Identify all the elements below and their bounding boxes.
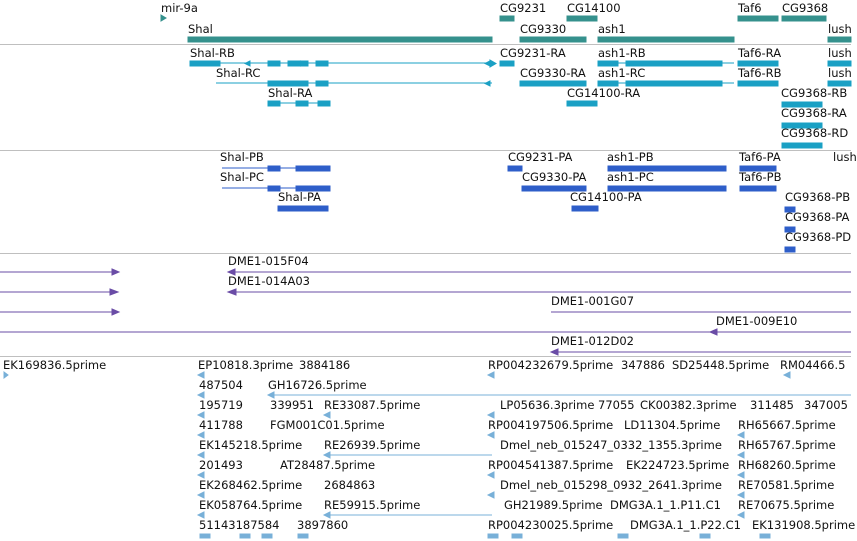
- clone-label[interactable]: DME1-001G07: [551, 294, 635, 308]
- mir-9a-glyph: [161, 15, 166, 21]
- est-label[interactable]: 51143187584: [199, 518, 280, 532]
- est-label[interactable]: RE33087.5prime: [324, 398, 421, 412]
- est-label[interactable]: RH65667.5prime: [738, 418, 836, 432]
- transcript-label[interactable]: Taf6-RA: [738, 46, 782, 60]
- est-label[interactable]: AT28487.5prime: [280, 458, 376, 472]
- cds-label[interactable]: CG9368-PB: [785, 190, 851, 204]
- transcript-label[interactable]: CG9368-RD: [781, 126, 849, 140]
- gene-label[interactable]: CG9330: [520, 22, 567, 36]
- cg9368-gene-glyph: [782, 16, 826, 21]
- cg14100-gene-glyph: [567, 16, 597, 21]
- est-label[interactable]: 195719: [199, 398, 243, 412]
- est-label[interactable]: 2684863: [324, 478, 376, 492]
- transcript-label[interactable]: ash1-RC: [598, 66, 646, 80]
- cds-label[interactable]: Shal-PB: [220, 150, 264, 164]
- clone-label[interactable]: DME1-009E10: [716, 314, 798, 328]
- cds-label[interactable]: CG14100-PA: [570, 190, 642, 204]
- est-label[interactable]: EK169836.5prime: [3, 358, 107, 372]
- cds-label[interactable]: CG9368-PA: [785, 210, 850, 224]
- cds-label[interactable]: CG9368-PD: [785, 230, 852, 244]
- est-label[interactable]: EP10818.3prime: [198, 358, 294, 372]
- gene-label[interactable]: CG9368: [782, 1, 829, 15]
- est-label[interactable]: Dmel_neb_015298_0932_2641.3prime: [500, 478, 722, 492]
- cds-label[interactable]: CG9330-PA: [522, 170, 587, 184]
- est-label[interactable]: EK268462.5prime: [199, 478, 303, 492]
- transcript-label[interactable]: ash1-RB: [598, 46, 646, 60]
- est-label[interactable]: RP004541387.5prime: [488, 458, 614, 472]
- est-label[interactable]: LD11304.5prime: [624, 418, 721, 432]
- cds-label[interactable]: CG9231-PA: [508, 150, 573, 164]
- est-label[interactable]: 487504: [199, 378, 243, 392]
- est-label[interactable]: EK131908.5prime: [752, 518, 856, 532]
- est-label[interactable]: DMG3A.1_1.P22.C1: [630, 518, 741, 532]
- est-label[interactable]: RP004230025.5prime: [488, 518, 614, 532]
- transcript-label[interactable]: lush: [828, 46, 852, 60]
- cds-label[interactable]: ash1-PB: [607, 150, 654, 164]
- clone-label[interactable]: DME1-014A03: [228, 274, 310, 288]
- clone-glyphs: [0, 269, 851, 355]
- cds-label[interactable]: lush: [833, 150, 857, 164]
- cg9330-gene-glyph: [520, 37, 586, 42]
- cg9231-gene-glyph: [500, 16, 514, 21]
- est-label[interactable]: EK058764.5prime: [199, 498, 303, 512]
- est-label[interactable]: SD25448.5prime: [672, 358, 770, 372]
- gene-label[interactable]: Shal: [188, 22, 213, 36]
- transcript-label[interactable]: CG9368-RA: [781, 106, 847, 120]
- cds-label[interactable]: Shal-PA: [278, 190, 322, 204]
- gene-label[interactable]: mir-9a: [161, 1, 198, 15]
- transcript-label[interactable]: Shal-RB: [190, 46, 235, 60]
- transcript-label[interactable]: Shal-RC: [216, 66, 261, 80]
- est-label[interactable]: RE59915.5prime: [324, 498, 421, 512]
- est-label[interactable]: CK00382.3prime: [640, 398, 737, 412]
- transcript-label[interactable]: CG9330-RA: [520, 66, 586, 80]
- est-label[interactable]: Dmel_neb_015247_0332_1355.3prime: [500, 438, 722, 452]
- est-label[interactable]: RH65767.5prime: [738, 438, 836, 452]
- est-label[interactable]: EK145218.5prime: [199, 438, 303, 452]
- est-label[interactable]: RE70675.5prime: [738, 498, 835, 512]
- est-label[interactable]: EK224723.5prime: [626, 458, 730, 472]
- cds-glyphs: [222, 166, 795, 252]
- est-label[interactable]: RE70581.5prime: [738, 478, 835, 492]
- est-label[interactable]: FGM001C01.5prime: [270, 418, 385, 432]
- est-label[interactable]: 339951: [270, 398, 314, 412]
- taf6-gene-glyph: [738, 16, 778, 21]
- transcript-label[interactable]: Taf6-RB: [738, 66, 782, 80]
- cds-label[interactable]: Shal-PC: [220, 170, 264, 184]
- transcript-label[interactable]: Shal-RA: [268, 86, 313, 100]
- est-label[interactable]: 411788: [199, 418, 243, 432]
- lush-gene-glyph: [828, 37, 851, 42]
- est-label[interactable]: 347886: [621, 358, 665, 372]
- est-label[interactable]: 347005: [804, 398, 848, 412]
- gene-label[interactable]: ash1: [598, 22, 626, 36]
- est-label[interactable]: 77055: [598, 398, 635, 412]
- est-label[interactable]: RE26939.5prime: [324, 438, 421, 452]
- est-label[interactable]: 201493: [199, 458, 243, 472]
- est-label[interactable]: RP004197506.5prime: [488, 418, 614, 432]
- transcript-label[interactable]: CG14100-RA: [567, 86, 641, 100]
- gene-label[interactable]: Taf6: [738, 1, 762, 15]
- est-label[interactable]: GH21989.5prime: [504, 498, 603, 512]
- gene-label[interactable]: CG14100: [567, 1, 621, 15]
- est-label[interactable]: 311485: [750, 398, 794, 412]
- est-label[interactable]: RP004232679.5prime: [488, 358, 614, 372]
- est-label[interactable]: 3897860: [297, 518, 349, 532]
- gene-label[interactable]: lush: [828, 22, 852, 36]
- ash1-gene-glyph: [598, 37, 734, 42]
- transcript-label[interactable]: CG9231-RA: [500, 46, 566, 60]
- cds-label[interactable]: Taf6-PB: [739, 170, 782, 184]
- est-label[interactable]: GH16726.5prime: [268, 378, 367, 392]
- clone-label[interactable]: DME1-012D02: [551, 334, 634, 348]
- est-label[interactable]: RH68260.5prime: [738, 458, 836, 472]
- est-glyphs: [4, 372, 851, 538]
- gene-label[interactable]: CG9231: [500, 1, 547, 15]
- est-label[interactable]: RM04466.5: [780, 358, 846, 372]
- transcript-label[interactable]: lush: [828, 66, 852, 80]
- cds-label[interactable]: ash1-PC: [607, 170, 654, 184]
- cds-label[interactable]: Taf6-PA: [739, 150, 781, 164]
- est-label[interactable]: LP05636.3prime: [500, 398, 595, 412]
- clone-label[interactable]: DME1-015F04: [228, 254, 309, 268]
- transcript-label[interactable]: CG9368-RB: [781, 86, 848, 100]
- est-label[interactable]: 3884186: [299, 358, 351, 372]
- shal-gene-glyph: [188, 37, 492, 42]
- est-label[interactable]: DMG3A.1_1.P11.C1: [610, 498, 721, 512]
- gene-glyphs: [161, 15, 851, 42]
